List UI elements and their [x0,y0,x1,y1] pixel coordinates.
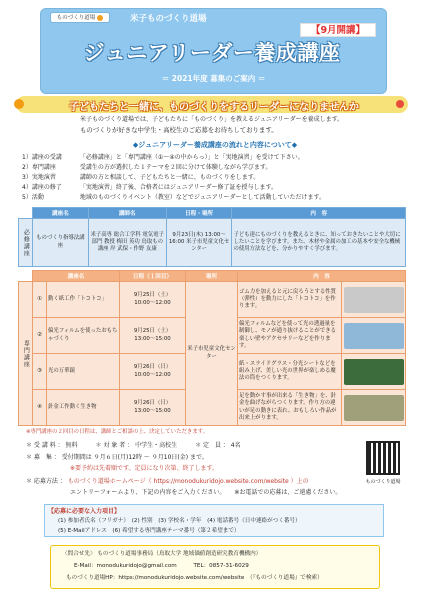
side-label: 必修講座 [22,228,30,257]
course-name: 動く紙工作「トコトコ」 [47,282,120,318]
course-photo [344,395,404,421]
course-content: 偏光フィルムなどを使って光の透過量を制御し、モノが通り抜けることができる楽しい壁やアクセサリーなどを作ります。 [238,318,342,354]
required-items-line: (5) E-Mailアドレス (6) 希望する専門講座テーマ番号（第２希望まで） [58,528,240,534]
table-cell: 9月23日(木) 13:00～16:00 米子市児童文化センター [166,219,232,267]
intro-text: 米子ものづくり道場では、子どもたちに「ものづくり」を教えるジュニアリーダーを養成します。 [80,116,344,123]
course-time: 13:00～15:00 [134,335,171,342]
row-number: ③ [33,354,47,390]
flow-label: 活動 [31,194,44,201]
method-line [26,476,309,485]
flow-num: 2） [22,164,32,171]
flow-num: 3） [22,174,32,181]
intro-text: ものづくりが好きな中学生・高校生のご応募をお待ちしております。 [80,126,278,134]
thumbnail-cell [342,318,406,354]
side-label: 専門講座 [22,339,30,368]
course-photo [344,323,404,349]
schedule-note: ※専門講座の２回目の日程は、講師とご相談の上、決定していただきます。 [26,429,208,435]
column-header: 内 容 [238,271,406,282]
schedule-cell [120,318,186,354]
logo-icon [97,15,103,21]
website-link[interactable]: ものづくり道場ホームページ（ https://monodukuridojo.website.com/website ）上の [67,478,309,485]
column-header: 日程・場所 [166,208,232,219]
flow-text: 地域のものづくりイベント（教室）などでジュニアリーダーとして活動していただけます。 [79,194,325,201]
thumbnail-cell [342,390,406,426]
column-header: 内 容 [232,208,406,219]
thumbnail-cell [342,354,406,390]
period-note: ※要予約は先着順です。定員になり次第、終了します。 [70,465,219,472]
fee-line: ＊ 受 講 料 ： 無料 ＊ 対 象 者 ： 中学生・高校生 ＊ 定 員 ： 4名 [26,442,241,449]
course-photo [344,359,404,385]
row-number: ① [33,282,47,318]
course-content: ゴム力を加えると元に戻ろうとする性質（弾性）を動力にした「トコトコ」を作ります。 [238,282,342,318]
flow-item [22,172,412,181]
flow-item [22,192,412,201]
side-label-cell [19,282,33,426]
table-cell: 米子高専 総合工学科 電気電子部門 教授 梅田 英功 鳥取もの講座 岸 武保・作野 友康 [88,219,166,267]
contact-email[interactable]: E-Mail：monodukuridojo@gmail.com TEL：0857-31-6029 [74,563,249,569]
period-label: ＊ 募 集 ： [26,454,60,461]
course-photo [344,287,404,313]
place-cell: 米子市児童文化センター [186,282,238,426]
method-label: ＊ 応募方法 ： [26,478,66,485]
table-cell: ものづくり指導法講座 [32,219,88,267]
schedule-cell [120,354,186,390]
column-header: 講師名 [88,208,166,219]
flow-label: 実地演習 [31,174,56,181]
flow-item [22,152,412,161]
corner-cell [19,208,33,219]
period-line [26,452,208,461]
course-name: 針金工作動く生き物 [47,390,120,426]
sun-icon [396,100,404,108]
method-detail: エントリーフォームより、下記の内容をご入力ください。 ※お電話での応募は、ご遠慮ください。 [70,489,342,496]
flow-item [22,182,412,191]
page-title: ジュニアリーダー養成講座 [83,41,341,65]
slogan: 子どもたちと一緒に、ものづくりをするリーダーになりませんか [69,102,359,113]
qr-code[interactable] [366,441,400,475]
schedule-cell [120,282,186,318]
row-number: ② [33,318,47,354]
side-label-cell [19,219,33,267]
table-cell: 子ども達にものづくりを教えるときに、知っておきたいことや大切にしたいことを学びます。また、木材や金属の加工の基本や安全な機械の使用方法などを、分かりやすく学びます。 [232,219,406,267]
corner-cell [19,271,33,282]
flow-label: 講座の受講 [31,154,62,161]
flow-label: 専門講座 [31,164,56,171]
course-time: 10:00～12:00 [134,299,171,306]
course-date: 9月26日（日） [133,364,172,371]
flow-text: 受講生の方が選択した１テーマを２回に分けて体験しながら学びます。 [79,164,272,171]
contact-website[interactable]: ものづくり道場HP：https://monodukuridojo.website.com/website （『ものづくり道場』で検索） [66,575,323,581]
column-header: 日程（１回目） [120,271,186,282]
qr-label: ものづくり道場 [365,479,401,485]
required-items-title: 【応募に必要な入力項目】 [48,508,121,515]
open-badge: 【9月開講】 [300,23,376,37]
org-name: 米子ものづくり道場 [130,14,207,24]
course-name: 光の万華鏡 [47,354,120,390]
specialized-course-table [18,270,406,426]
flow-num: 5） [22,194,32,201]
logo [50,12,110,23]
course-date: 9月26日（日） [133,400,172,407]
thumbnail-cell [342,282,406,318]
flow-heading: ◆ジュニアリーダー養成講座の流れと内容について◆ [132,141,298,149]
course-name: 偏光フィルムを使ったおもちゃづくり [47,318,120,354]
flow-num: 1） [22,154,32,161]
required-course-table [18,207,406,267]
course-content: 足を動かす事が出来る「生き物」を、針金を曲げながらつくります。作り方の違いが足の動きに表れ、おもしろい作品が出来上がります。 [238,390,342,426]
course-time: 10:00～12:00 [134,371,171,378]
logo-text: ものづくり道場 [56,15,96,21]
column-header: 講座名 [33,271,120,282]
flow-text: 講師の方と相談して、子どもたちと一緒に、ものづくりをします。 [79,174,260,181]
flow-text: 「実地演習」終了後、合格者にはジュニアリーダー修了証を授与します。 [79,184,277,191]
sun-icon [14,99,24,109]
column-header: 講座名 [32,208,88,219]
course-content: 紙・スライドグラス・分光シートなどを組み上げ、美しい光の世界が楽しめる魔法の筒をつくります。 [238,354,342,390]
row-number: ④ [33,390,47,426]
course-time: 13:00～15:00 [134,407,171,414]
course-date: 9月25日（土） [133,328,172,335]
flow-num: 4） [22,184,32,191]
required-items-line: (1) 参加者氏名（フリガナ） (2) 性別 (3) 学校名・学年 (4) 電話番号（日中連絡がつく番号） [58,518,301,524]
flow-label: 講座の修了 [31,184,62,191]
course-date: 9月25日（土） [133,292,172,299]
period-text: 受付期間は ９月６日(月)12時 ～ ９月10日(金) まで。 [61,454,208,461]
flow-text: 「必修講座」と「専門講座（①～④の中からっ）」と「実地演習」を受けて下さい。 [79,154,304,161]
contact-line: 〈問合せ先〉 ものづくり道場事務局（鳥取大学 地域価値創造研究教育機構内） [62,551,262,557]
column-header: 場所 [186,271,238,282]
flow-item [22,162,412,171]
schedule-cell [120,390,186,426]
page-subtitle: ＝ 2021年度 募集のご案内 ＝ [161,74,266,83]
